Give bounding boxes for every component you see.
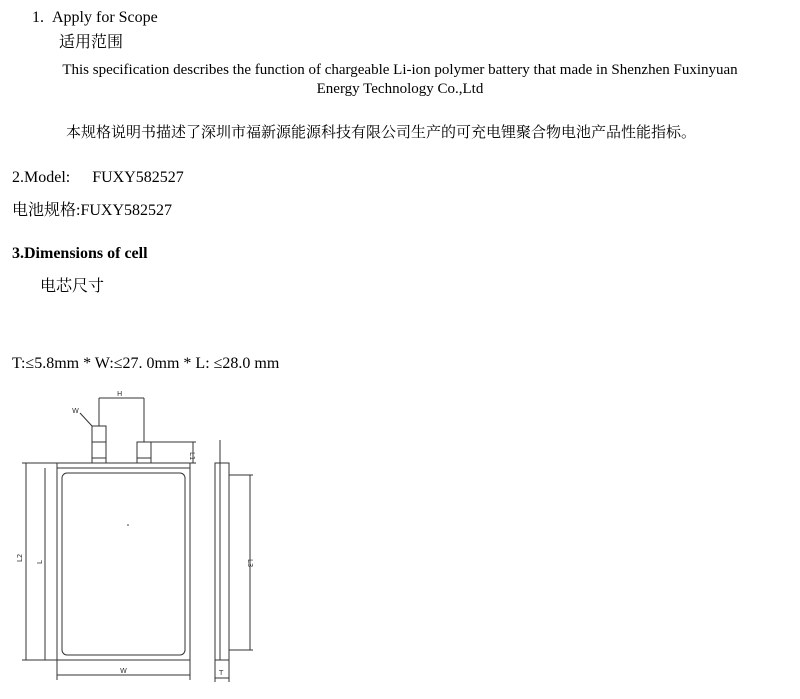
dim-l-label: L <box>36 560 44 564</box>
scope-description-line-1: This specification describes the function of chargeable Li-ion polymer battery that made in Shenzhen Fuxinyuan <box>62 62 738 78</box>
dim-w-label: W <box>120 667 127 675</box>
cell-outline <box>57 463 190 660</box>
tab-width-leader <box>80 413 92 426</box>
dim-l3-label: L3 <box>246 559 254 568</box>
dim-t-label: T <box>219 669 224 677</box>
dim-h-label: H <box>117 390 123 398</box>
cell-inner-outline <box>62 473 185 655</box>
dim-tab-width-label: W <box>72 407 79 415</box>
dim-l1-label: L1 <box>188 452 196 461</box>
section-1-heading-cn: 适用范围 <box>59 34 124 51</box>
dimensions-heading-cn: 电芯尺寸 <box>40 276 105 295</box>
tab-right <box>137 442 151 463</box>
model-value-cn: FUXY582527 <box>80 202 173 219</box>
model-label-cn: 电池规格: <box>12 202 81 219</box>
model-value: FUXY582527 <box>92 169 184 186</box>
center-mark <box>127 524 129 526</box>
dim-l2-label: L2 <box>16 553 24 562</box>
section-1-heading: 1. Apply for Scope <box>32 9 158 26</box>
dimensions-heading: 3.Dimensions of cell <box>12 245 148 262</box>
scope-description-line-2: Energy Technology Co.,Ltd <box>316 81 484 97</box>
side-view-outline <box>215 463 229 660</box>
model-label: 2.Model: <box>12 169 71 186</box>
dimensions-spec: T:≤5.8mm * W:≤27. 0mm * L: ≤28.0 mm <box>12 355 280 372</box>
scope-description-cn: 本规格说明书描述了深圳市福新源能源科技有限公司生产的可充电锂聚合物电池产品性能指标。 <box>66 125 697 141</box>
tab-left <box>92 426 106 463</box>
